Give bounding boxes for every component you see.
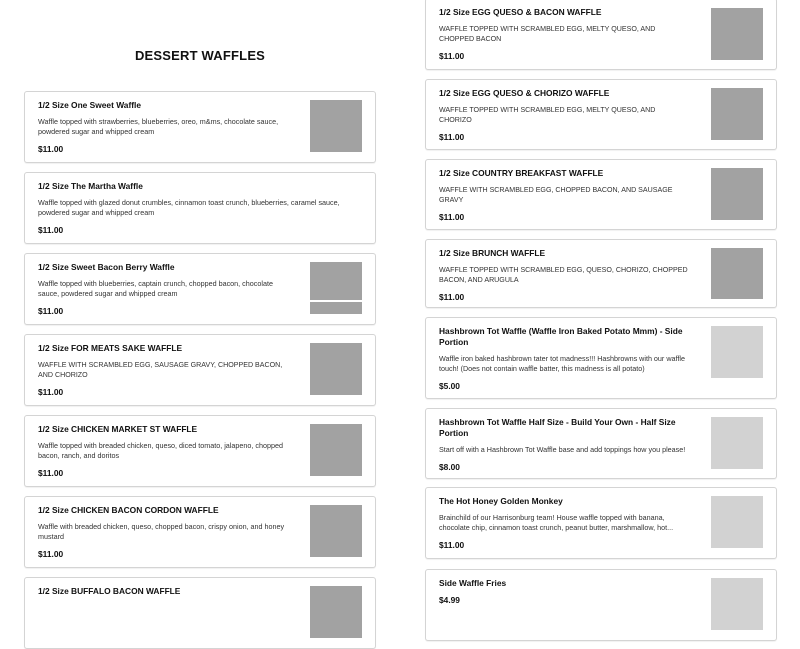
menu-item-description: Waffle topped with strawberries, blueberries, oreo, m&ms, chocolate sauce, powdered sugar and whipped cream <box>38 117 279 136</box>
menu-item-name: The Hot Honey Golden Monkey <box>439 496 563 506</box>
menu-item-price: $11.00 <box>439 212 465 222</box>
menu-item-price: $11.00 <box>439 292 465 302</box>
menu-item-image <box>711 326 763 378</box>
menu-item-card[interactable] <box>24 172 376 244</box>
menu-item-description: WAFFLE TOPPED WITH SCRAMBLED EGG, MELTY QUESO, AND CHOPPED BACON <box>439 25 656 43</box>
menu-item-card[interactable] <box>425 408 777 479</box>
menu-item-image <box>711 8 763 60</box>
menu-item-image <box>310 586 362 638</box>
menu-item-card[interactable] <box>425 569 777 641</box>
menu-item-name: 1/2 Size BRUNCH WAFFLE <box>439 248 546 258</box>
menu-item-card[interactable] <box>425 317 777 399</box>
menu-item-price: $4.99 <box>439 595 460 605</box>
menu-item-name: 1/2 Size CHICKEN MARKET ST WAFFLE <box>38 424 198 434</box>
menu-item-name: 1/2 Size EGG QUESO & BACON WAFFLE <box>439 7 602 17</box>
menu-item-price: $11.00 <box>439 51 465 61</box>
menu-item-image <box>711 168 763 220</box>
menu-item-price: $11.00 <box>439 540 465 550</box>
menu-item-image <box>310 424 362 476</box>
menu-item-card[interactable] <box>24 577 376 649</box>
menu-item-card[interactable] <box>24 91 376 163</box>
menu-item-image <box>711 496 763 548</box>
menu-item-card[interactable] <box>425 239 777 308</box>
menu-item-price: $11.00 <box>439 132 465 142</box>
menu-item-price: $5.00 <box>439 381 460 391</box>
menu-item-card[interactable] <box>24 415 376 487</box>
menu-item-name: 1/2 Size COUNTRY BREAKFAST WAFFLE <box>439 168 604 178</box>
menu-item-image <box>310 262 362 314</box>
menu-item-name: 1/2 Size One Sweet Waffle <box>38 100 142 110</box>
menu-item-price: $11.00 <box>38 387 64 397</box>
menu-item-name: 1/2 Size BUFFALO BACON WAFFLE <box>38 586 181 596</box>
menu-item-description: Waffle topped with glazed donut crumbles, cinnamon toast crunch, blueberries, caramel sauce, powdered sugar and whipped cream <box>38 198 340 217</box>
menu-item-description: Brainchild of our Harrisonburg team! House waffle topped with banana, chocolate chip, cinnamon toast crunch, peanut butter, marshmallow, hot... <box>439 513 674 532</box>
menu-item-price: $11.00 <box>38 468 64 478</box>
menu-item-name: Side Waffle Fries <box>439 578 507 588</box>
menu-item-description: Waffle iron baked hashbrown tater tot madness!!! Hashbrowns with our waffle touch! (Does not contain waffle batter, this madness is all potato) <box>439 354 685 373</box>
menu-item-card[interactable] <box>425 79 777 150</box>
menu-item-image <box>711 88 763 140</box>
menu-item-image <box>711 578 763 630</box>
menu-item-name: 1/2 Size EGG QUESO & CHORIZO WAFFLE <box>439 88 610 98</box>
menu-item-price: $11.00 <box>38 225 64 235</box>
menu-item-name: Hashbrown Tot Waffle (Waffle Iron Baked Potato Mmm) - Side Portion <box>439 326 683 347</box>
menu-item-card[interactable] <box>425 0 777 70</box>
render-seam <box>310 300 362 302</box>
menu-item-image <box>310 343 362 395</box>
menu-item-card[interactable] <box>24 496 376 568</box>
menu-item-image <box>310 505 362 557</box>
menu-item-name: Hashbrown Tot Waffle Half Size - Build Your Own - Half Size Portion <box>439 417 676 438</box>
menu-item-description: WAFFLE TOPPED WITH SCRAMBLED EGG, QUESO, CHORIZO, CHOPPED BACON, AND ARUGULA <box>439 266 688 284</box>
section-title-dessert-waffles: DESSERT WAFFLES <box>134 48 266 63</box>
menu-item-name: 1/2 Size Sweet Bacon Berry Waffle <box>38 262 175 272</box>
menu-item-name: 1/2 Size The Martha Waffle <box>38 181 143 191</box>
menu-item-card[interactable] <box>24 253 376 325</box>
menu-item-card[interactable] <box>425 159 777 230</box>
menu-item-description: WAFFLE WITH SCRAMBLED EGG, SAUSAGE GRAVY, CHOPPED BACON, AND CHORIZO <box>38 361 283 379</box>
menu-item-name: 1/2 Size FOR MEATS SAKE WAFFLE <box>38 343 183 353</box>
menu-item-description: Waffle topped with blueberries, captain crunch, chopped bacon, chocolate sauce, powdered sugar and whipped cream <box>38 279 273 298</box>
menu-item-image <box>310 100 362 152</box>
menu-item-price: $11.00 <box>38 144 64 154</box>
menu-item-image <box>711 248 763 299</box>
menu-item-price: $11.00 <box>38 306 64 316</box>
menu-item-description: Start off with a Hashbrown Tot Waffle base and add toppings how you please! <box>439 445 686 454</box>
menu-item-card[interactable] <box>425 487 777 559</box>
menu-item-price: $8.00 <box>439 462 460 472</box>
menu-item-card[interactable] <box>24 334 376 406</box>
menu-item-description: Waffle topped with breaded chicken, queso, diced tomato, jalapeno, chopped bacon, ranch, and doritos <box>38 441 283 460</box>
menu-item-description: Waffle with breaded chicken, queso, chopped bacon, crispy onion, and honey mustard <box>38 522 285 541</box>
menu-item-name: 1/2 Size CHICKEN BACON CORDON WAFFLE <box>38 505 219 515</box>
menu-item-description: WAFFLE WITH SCRAMBLED EGG, CHOPPED BACON, AND SAUSAGE GRAVY <box>439 186 673 204</box>
menu-item-price: $11.00 <box>38 549 64 559</box>
menu-item-description: WAFFLE TOPPED WITH SCRAMBLED EGG, MELTY QUESO, AND CHORIZO <box>439 106 656 124</box>
menu-item-image <box>711 417 763 469</box>
